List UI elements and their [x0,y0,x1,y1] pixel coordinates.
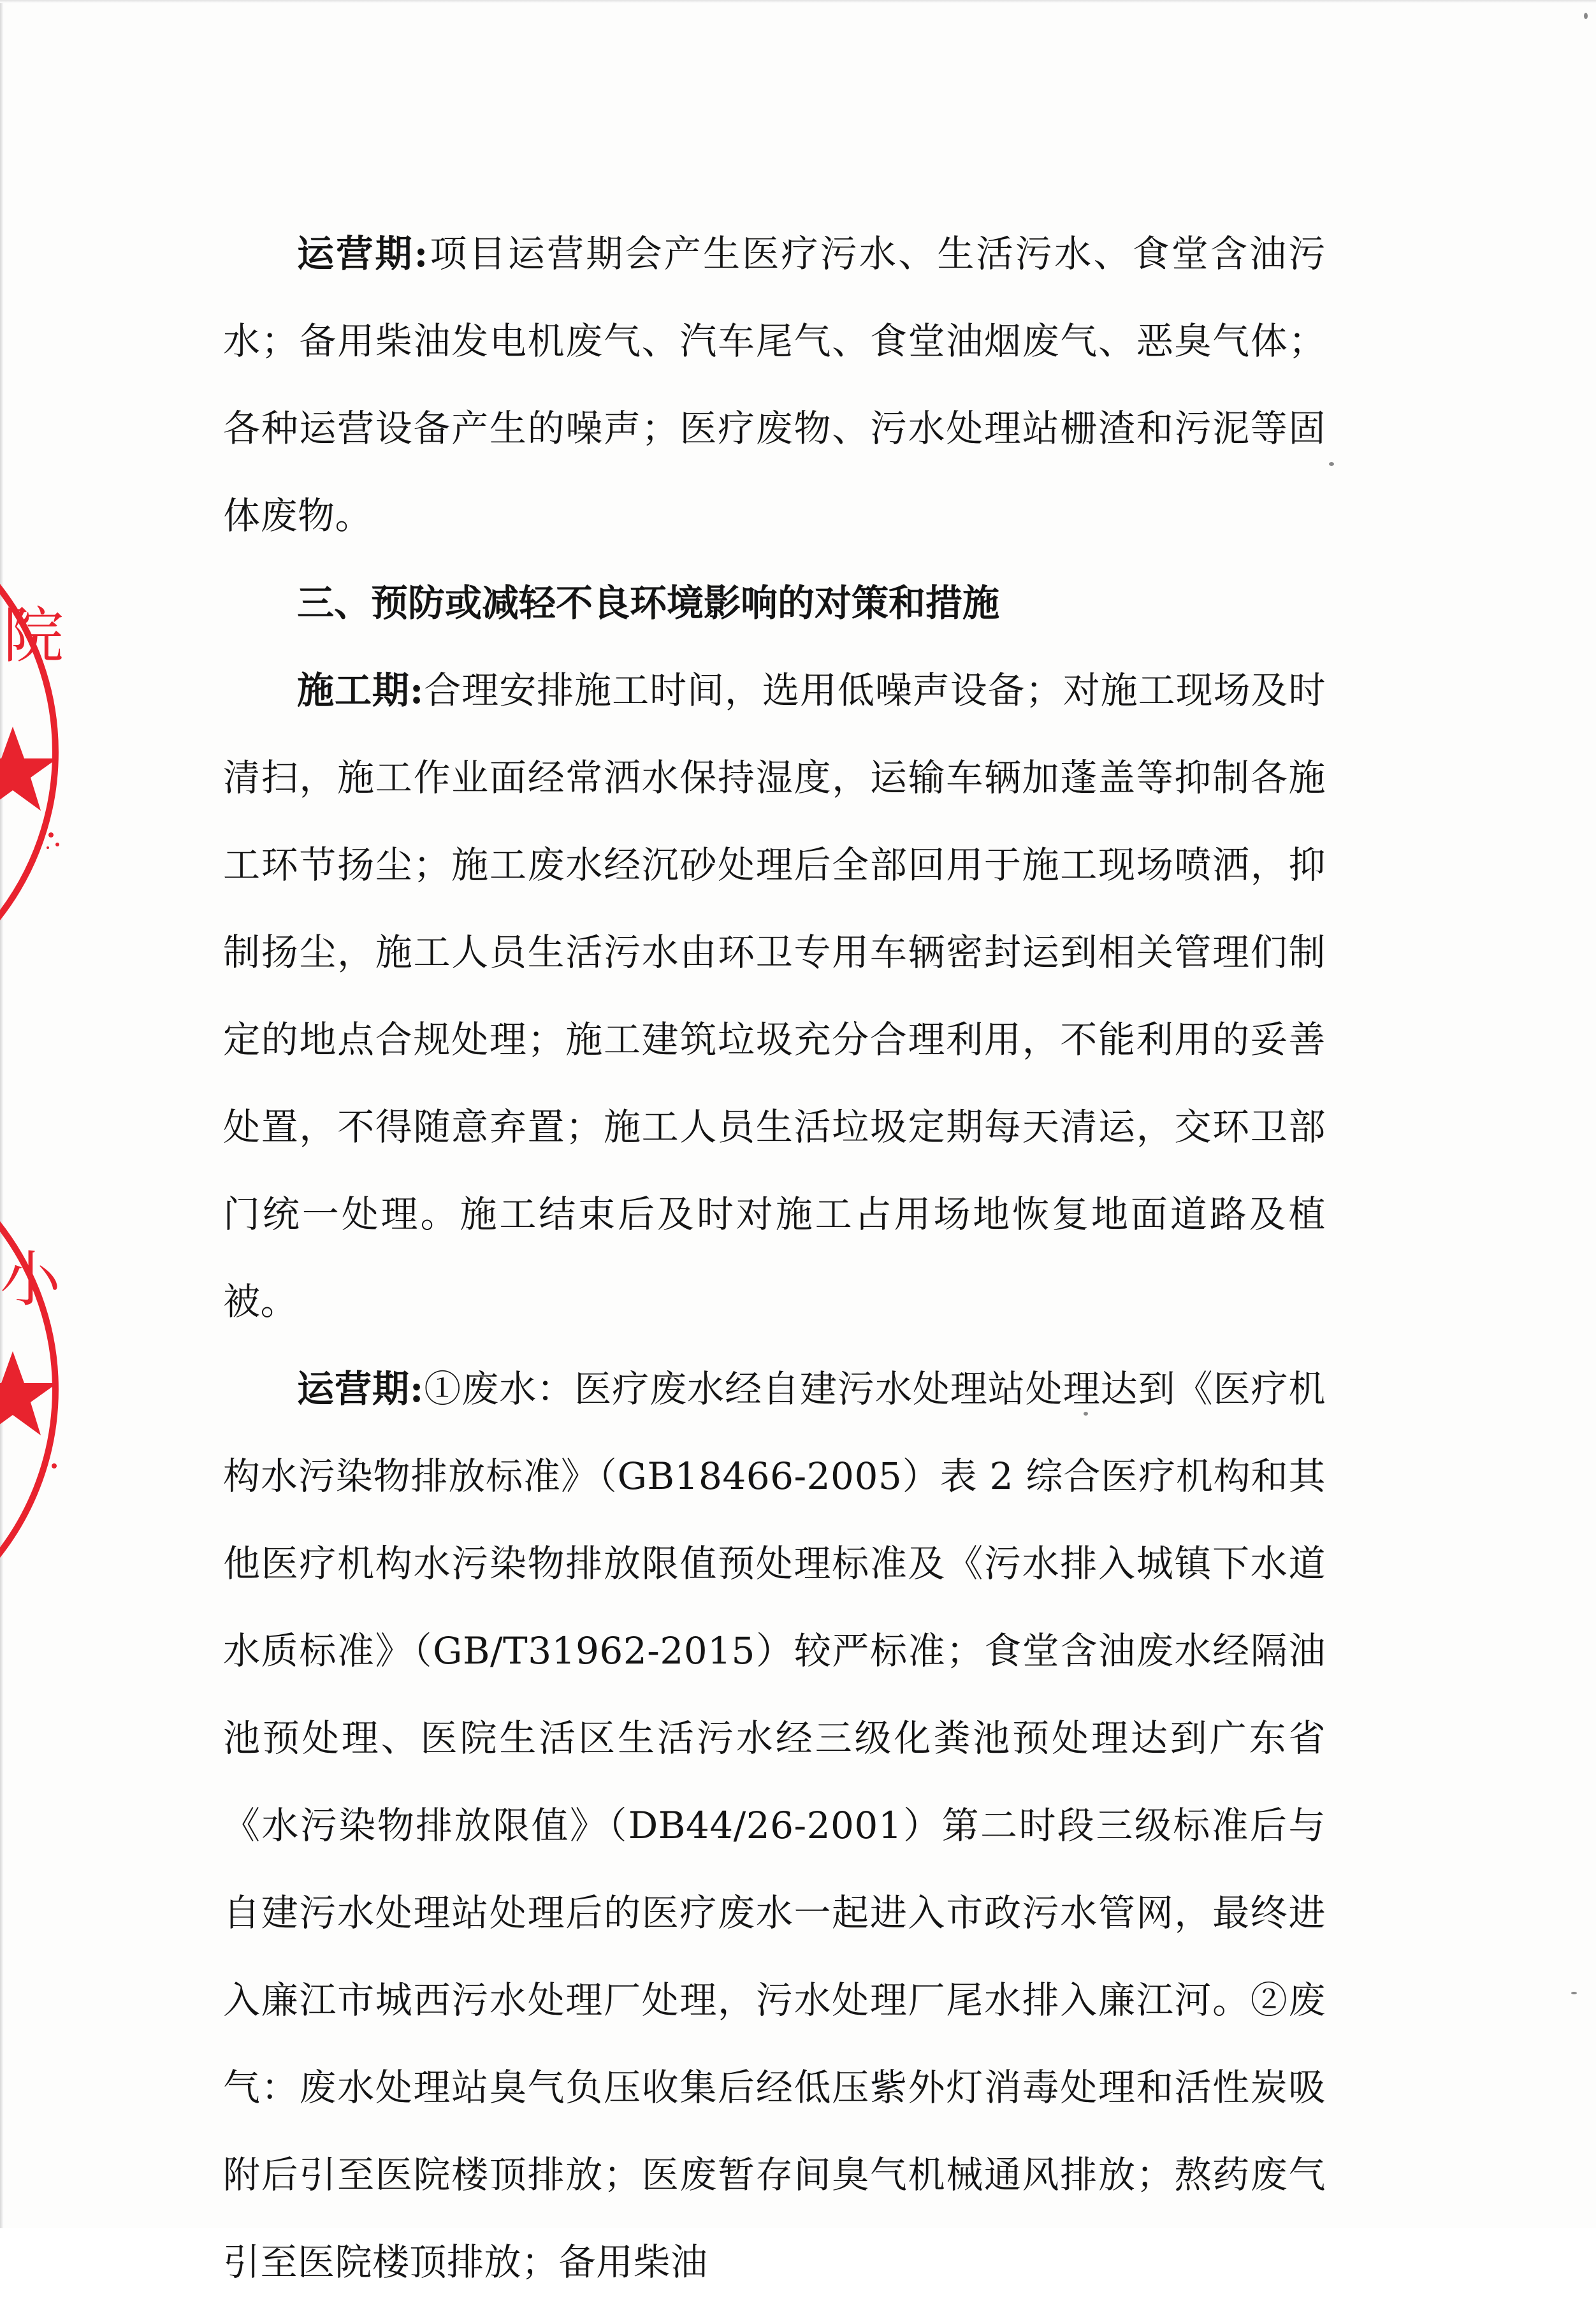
document-body [223,210,1326,2306]
paragraph-label: 施工期: [297,669,424,712]
seal-bottom-glyph: 小 [0,1245,61,1315]
paragraph-label: 运营期: [297,1367,424,1410]
red-seal-stamp-top [0,561,64,943]
paragraph-construction-period [223,647,1326,1345]
scan-speck [1571,1992,1577,1994]
paragraph-label: 运营期: [297,232,428,275]
paragraph-operation-period-measures [223,1345,1326,2306]
section-heading-mitigation-measures: 三、预防或减轻不良环境影响的对策和措施 [297,581,1000,625]
scan-edge-shadow [0,0,4,2228]
scan-speck [1329,462,1334,466]
scan-top-shadow [0,0,1596,3]
scan-speck [1584,13,1588,19]
paragraph-text: 项目运营期会产生医疗污水、生活污水、食堂含油污水；备用柴油发电机废气、汽车尾气、食堂油烟废气、恶臭气体；各种运营设备产生的噪声；医疗废物、污水处理站栅渣和污泥等固体废物。 [223,232,1326,537]
red-seal-stamp-bottom [0,1198,64,1581]
paragraph-operation-period-overview [223,210,1326,560]
seal-top-glyph: 院 [3,601,64,671]
paragraph-text: ①废水：医疗废水经自建污水处理站处理达到《医疗机构水污染物排放标准》（GB18466-2005）表 2 综合医疗机构和其他医疗机构水污染物排放限值预处理标准及《污水排入城镇下水道水质标准》（GB/T31962-2015）较严标准；食堂含油废水经隔油池预处理、医院生活区生活污水经三级化粪池预处理达到广东省《水污染物排放限值》（DB44/26-2001）第二时段三级标准后与自建污水处理站处理后的医疗废水一起进入市政污水管网，最终进入廉江市城西污水处理厂处理，污水处理厂尾水排入廉江河。②废气：废水处理站臭气负压收集后经低压紫外灯消毒处理和活性炭吸附后引至医院楼顶排放；医废暂存间臭气机械通风排放；熬药废气引至医院楼顶排放；备用柴油 [223,1367,1326,2284]
paragraph-text: 合理安排施工时间，选用低噪声设备；对施工现场及时清扫，施工作业面经常洒水保持湿度，运输车辆加蓬盖等抑制各施工环节扬尘；施工废水经沉砂处理后全部回用于施工现场喷洒，抑制扬尘，施工人员生活污水由环卫专用车辆密封运到相关管理们制定的地点合规处理；施工建筑垃圾充分合理利用，不能利用的妥善处置，不得随意弃置；施工人员生活垃圾定期每天清运，交环卫部门统一处理。施工结束后及时对施工占用场地恢复地面道路及植被。 [223,669,1326,1323]
